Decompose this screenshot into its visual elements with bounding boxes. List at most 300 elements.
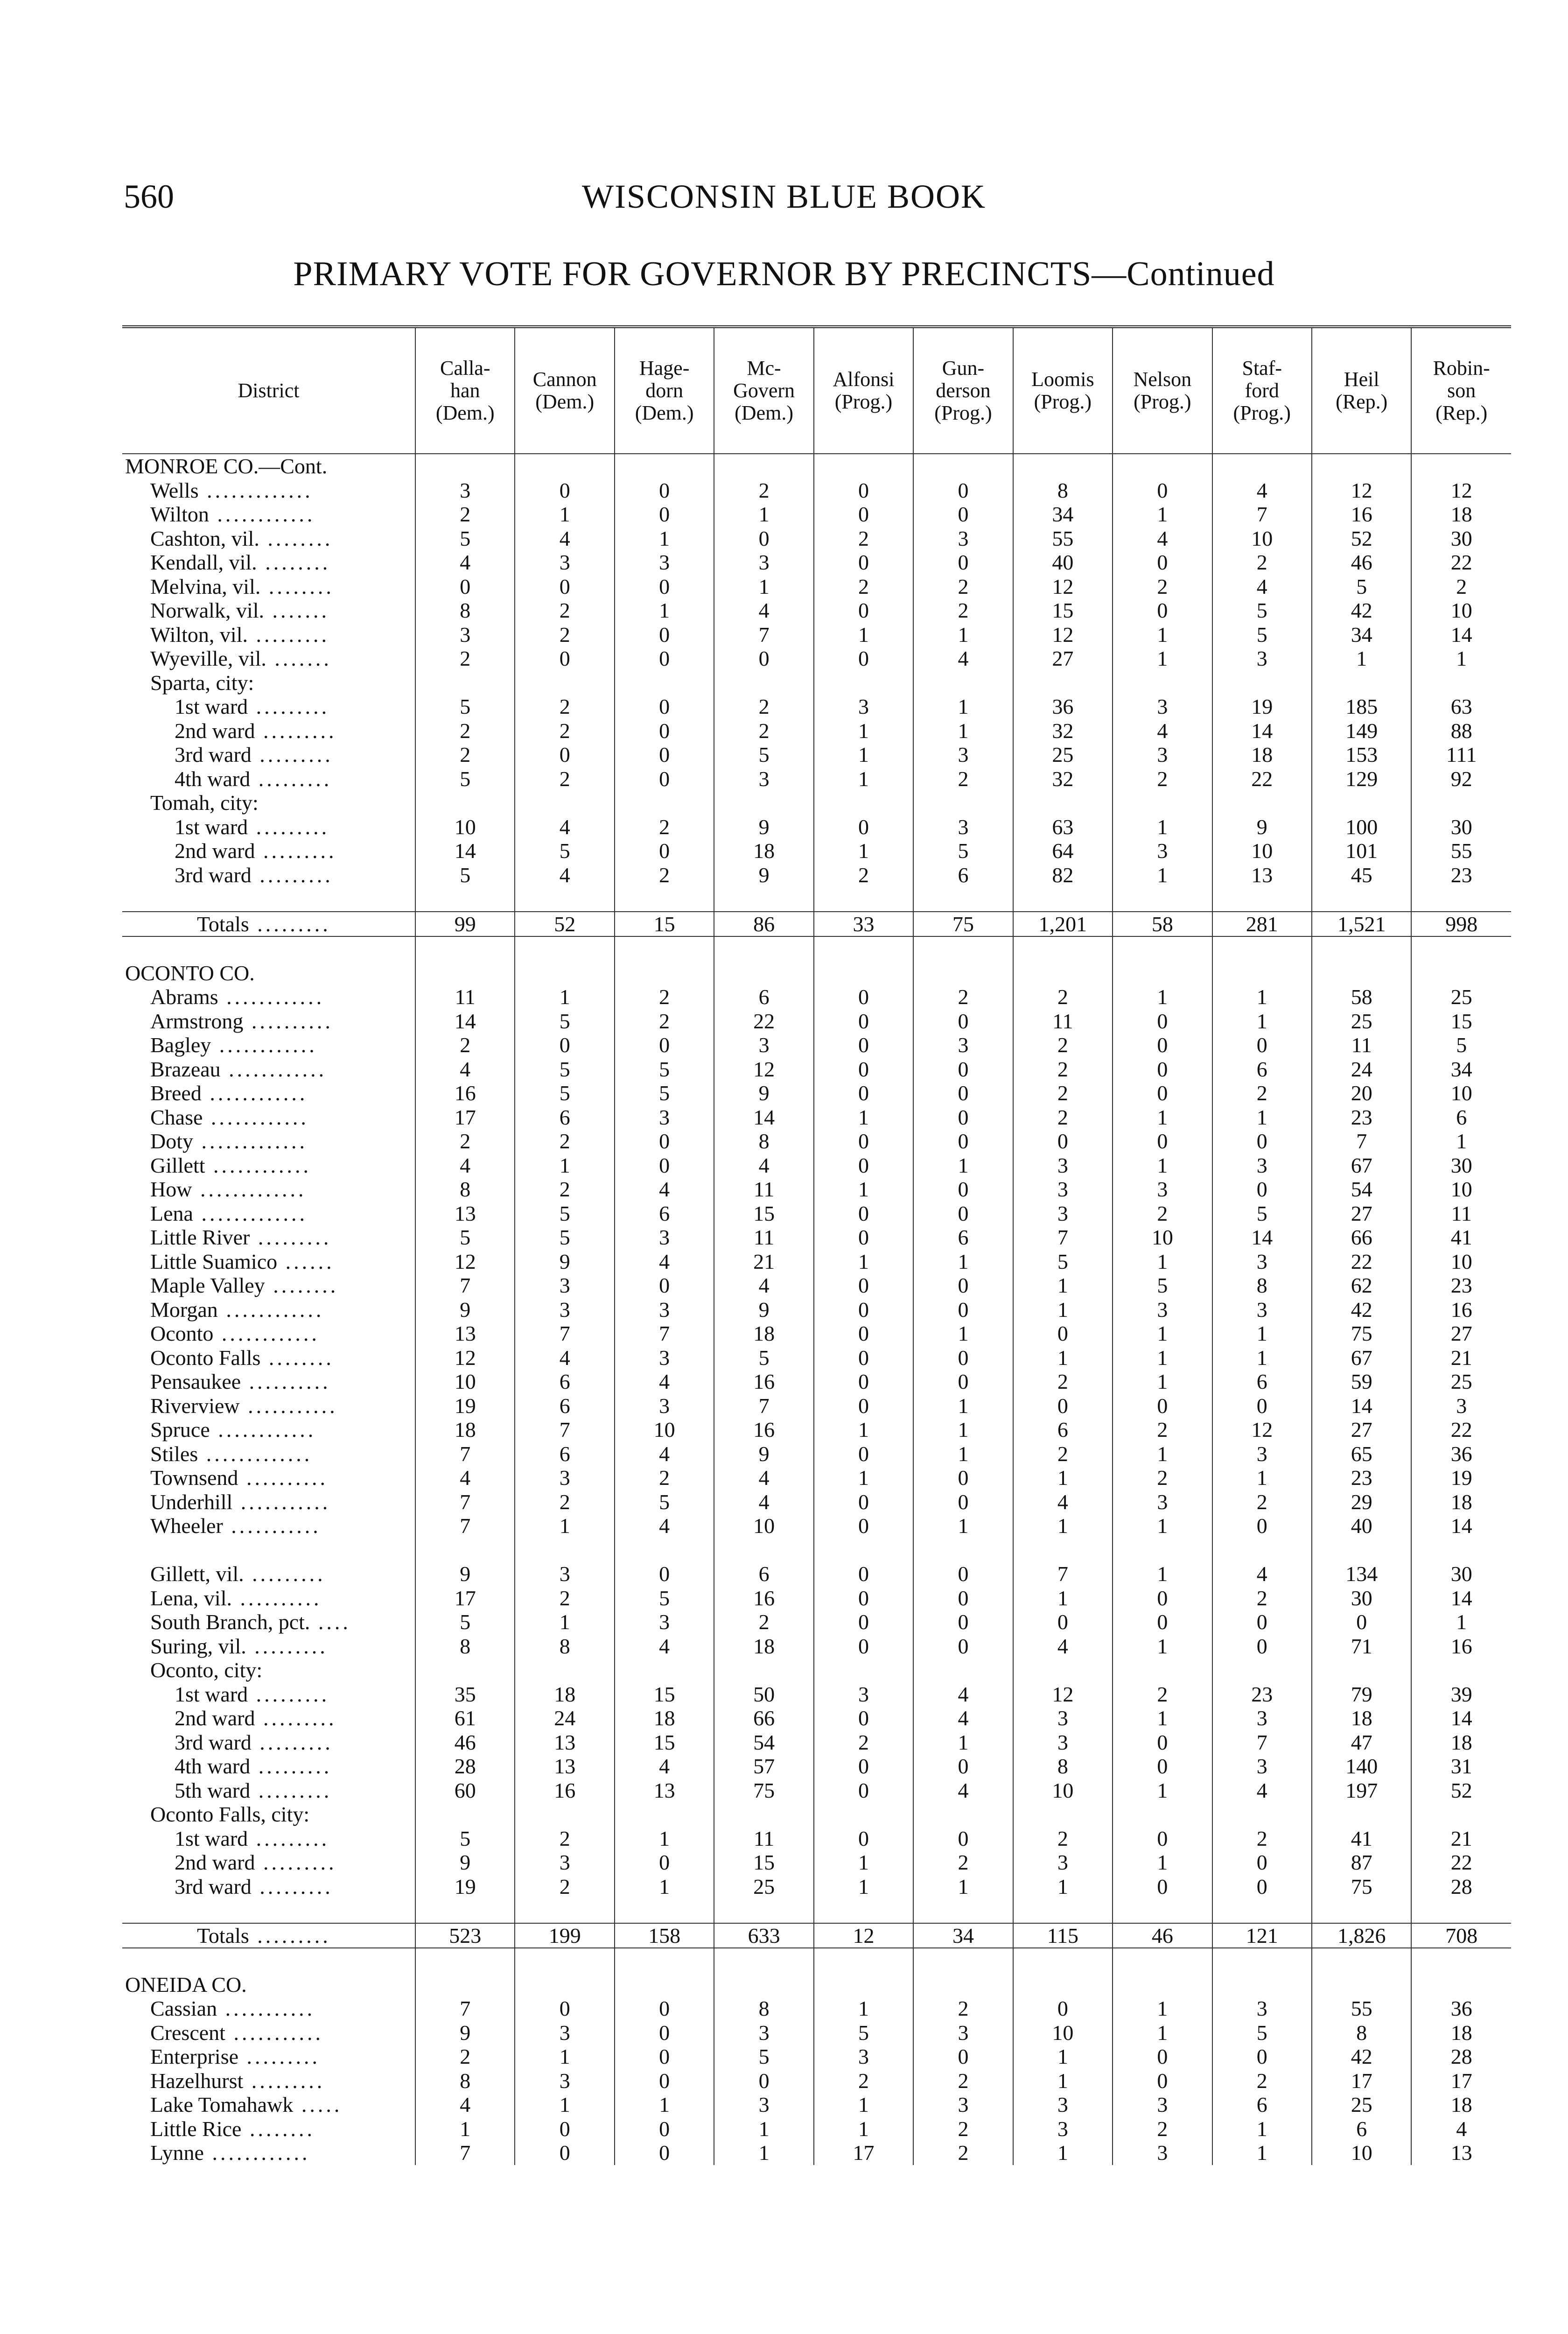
vote-count: 9 [714,1081,813,1105]
vote-count: 31 [1411,1754,1511,1779]
spacer-cell [1113,936,1212,961]
vote-count: 0 [615,767,714,791]
district-label: 3rd ward [175,743,252,766]
spacer-cell [415,936,515,961]
vote-count: 4 [615,1514,714,1538]
vote-count: 0 [913,550,1013,575]
vote-count [1013,671,1113,695]
leader-dots: ......... [251,863,333,887]
vote-count: 24 [1312,1057,1411,1082]
vote-count: 27 [1312,1418,1411,1442]
vote-count: 3 [615,1298,714,1322]
district-name [122,478,415,503]
vote-count: 25 [1411,1370,1511,1394]
vote-count: 0 [913,1177,1013,1202]
vote-count: 1 [913,1394,1013,1418]
vote-count: 0 [1212,1129,1312,1153]
vote-count: 0 [515,2117,614,2141]
vote-count: 10 [1013,1779,1113,1803]
vote-count: 0 [1312,1610,1411,1634]
precinct-row [122,502,1511,527]
vote-count: 2 [615,1009,714,1033]
leader-dots: ......... [250,1225,332,1249]
vote-count: 0 [1113,550,1212,575]
vote-count: 3 [1212,1153,1312,1178]
vote-count: 4 [615,1634,714,1659]
vote-count: 14 [1312,1394,1411,1418]
vote-count: 0 [814,478,913,503]
vote-count: 8 [1312,2021,1411,2045]
vote-count: 87 [1312,1850,1411,1875]
vote-count: 18 [1411,1490,1511,1514]
vote-count: 5 [1212,598,1312,623]
vote-count: 5 [415,527,515,551]
vote-count: 9 [714,1298,813,1322]
county-name [122,961,415,985]
vote-count: 17 [415,1586,515,1610]
vote-count [814,791,913,815]
vote-count: 4 [913,1706,1013,1730]
precinct-row [122,1081,1511,1105]
district-name [122,1658,415,1682]
vote-count: 25 [714,1875,813,1899]
column-header-row [122,327,1511,454]
vote-count: 17 [415,1105,515,1130]
vote-count: 6 [714,1562,813,1586]
leader-dots: .......... [241,1370,331,1393]
vote-count [1411,791,1511,815]
district-label: Wilton [150,502,209,526]
vote-count: 17 [1411,2069,1511,2093]
vote-count: 3 [515,1298,614,1322]
vote-count: 2 [814,575,913,599]
vote-count: 0 [1113,1394,1212,1418]
vote-count: 88 [1411,719,1511,743]
vote-count: 2 [1212,1586,1312,1610]
vote-count: 12 [1013,575,1113,599]
vote-count: 8 [714,1129,813,1153]
leader-dots: ......... [255,1850,337,1874]
leader-dots: ............ [203,2141,310,2165]
vote-count: 1 [814,1466,913,1490]
vote-count: 3 [1212,1754,1312,1779]
district-label: Hazelhurst [150,2068,244,2093]
vote-count: 2 [1113,575,1212,599]
precinct-row [122,1514,1511,1538]
header-line: Govern [733,379,795,402]
district-name [122,1997,415,2021]
vote-count: 18 [1212,743,1312,767]
vote-count: 4 [515,863,614,887]
district-label: Spruce [150,1418,210,1441]
leader-dots: ......... [247,622,329,647]
vote-count: 0 [913,1081,1013,1105]
precinct-row [122,1153,1511,1178]
vote-count: 10 [1411,1177,1511,1202]
vote-count: 75 [1312,1322,1411,1346]
vote-count: 18 [714,1322,813,1346]
spacer-cell [615,936,714,961]
district-label: Little River [150,1225,250,1249]
leader-dots: ........ [260,574,334,598]
vote-count: 8 [415,598,515,623]
district-name [122,1009,415,1033]
spacer-cell [615,1898,714,1923]
header-line: (Dem.) [435,401,495,424]
vote-count: 4 [615,1177,714,1202]
district-name [122,502,415,527]
precinct-row [122,1177,1511,1202]
vote-count: 1 [1113,1153,1212,1178]
vote-count: 18 [1411,2093,1511,2117]
leader-dots: ............. [192,1177,307,1201]
vote-count: 0 [515,1997,614,2021]
vote-count [415,671,515,695]
vote-count: 13 [415,1202,515,1226]
leader-dots: ........... [223,1514,321,1538]
district-label: 1st ward [175,815,248,839]
vote-count: 523 [415,1923,515,1948]
leader-dots: ............ [201,1081,308,1105]
vote-count: 36 [1411,1997,1511,2021]
precinct-row [122,598,1511,623]
vote-count: 7 [515,1322,614,1346]
district-name [122,598,415,623]
district-label: Armstrong [150,1009,244,1033]
vote-count: 0 [1013,1322,1113,1346]
vote-count: 0 [1212,1634,1312,1659]
vote-count: 2 [1212,1081,1312,1105]
vote-count: 0 [913,1202,1013,1226]
district-name [122,550,415,575]
spacer-cell [1312,1898,1411,1923]
precinct-row [122,1586,1511,1610]
vote-count: 0 [814,1754,913,1779]
leader-dots: .......... [238,1466,328,1490]
vote-count: 23 [1411,863,1511,887]
leader-dots: ...... [277,1249,335,1273]
header-line: Staf- [1242,357,1282,380]
vote-count: 0 [1113,1129,1212,1153]
vote-count: 1 [615,1875,714,1899]
vote-count: 23 [1212,1682,1312,1707]
header-line: ford [1245,379,1279,402]
candidate-column-header [1113,327,1212,454]
vote-count: 5 [415,1610,515,1634]
vote-count: 2 [615,863,714,887]
vote-count: 111 [1411,743,1511,767]
district-name [122,1418,415,1442]
vote-count: 12 [415,1346,515,1370]
precinct-row [122,1225,1511,1250]
vote-count: 134 [1312,1562,1411,1586]
vote-count: 4 [415,550,515,575]
candidate-column-header [1013,327,1113,454]
precinct-row [122,1273,1511,1298]
district-label: Oconto, city: [150,1658,263,1682]
spacer-cell [122,887,415,912]
vote-count: 9 [714,815,813,839]
vote-count: 0 [615,2117,714,2141]
district-name [122,1827,415,1851]
leader-dots: ............ [211,1033,317,1057]
district-name [122,695,415,719]
vote-count: 1 [913,1322,1013,1346]
vote-count: 7 [1013,1225,1113,1250]
vote-count: 1 [1013,1346,1113,1370]
totals-label [122,1923,415,1948]
vote-count: 0 [814,1706,913,1730]
vote-count: 1 [415,2117,515,2141]
vote-count: 2 [515,719,614,743]
vote-count: 7 [415,1490,515,1514]
vote-count: 11 [714,1225,813,1250]
vote-count: 28 [1411,2045,1511,2069]
vote-count: 4 [1113,527,1212,551]
vote-count [913,671,1013,695]
vote-count: 3 [1113,2141,1212,2165]
district-name [122,815,415,839]
vote-count [1013,454,1113,478]
vote-count [1411,671,1511,695]
vote-count [913,791,1013,815]
vote-count [615,1973,714,1997]
vote-count: 54 [714,1730,813,1755]
vote-count: 62 [1312,1273,1411,1298]
vote-count: 2 [1113,767,1212,791]
county-header-row [122,961,1511,985]
spacer-cell [1113,1538,1212,1562]
vote-count: 3 [913,743,1013,767]
vote-count: 82 [1013,863,1113,887]
vote-count: 1 [913,1442,1013,1466]
vote-count: 0 [1113,478,1212,503]
vote-count [714,671,813,695]
vote-count: 0 [1113,1610,1212,1634]
spacer-cell [615,1538,714,1562]
vote-count: 6 [515,1105,614,1130]
vote-count [1312,671,1411,695]
vote-count: 2 [814,1730,913,1755]
spacer-row [122,1948,1511,1973]
spacer-cell [515,887,614,912]
city-group-row [122,671,1511,695]
vote-count: 13 [515,1754,614,1779]
vote-count: 0 [814,1322,913,1346]
spacer-cell [1312,1948,1411,1973]
vote-count: 1 [615,598,714,623]
vote-count [814,961,913,985]
leader-dots: ............. [198,478,313,502]
vote-count: 2 [913,2117,1013,2141]
district-label: Maple Valley [150,1273,265,1297]
vote-count: 3 [714,1033,813,1057]
vote-count: 7 [415,1514,515,1538]
vote-count: 8 [714,1997,813,2021]
vote-count: 4 [1113,719,1212,743]
vote-count: 1 [1113,502,1212,527]
vote-count: 10 [1411,598,1511,623]
vote-count [814,1658,913,1682]
leader-dots: ......... [255,718,337,743]
vote-count: 16 [1312,502,1411,527]
precinct-row [122,1105,1511,1130]
vote-count: 1 [1013,2141,1113,2165]
vote-count [1113,1973,1212,1997]
vote-count: 4 [615,1250,714,1274]
district-label: Little Suamico [150,1249,278,1273]
vote-count: 4 [615,1442,714,1466]
candidate-column-header [1212,327,1312,454]
district-label: Little Rice [150,2116,242,2141]
vote-count: 9 [415,1850,515,1875]
vote-count: 27 [1312,1202,1411,1226]
vote-count [913,1658,1013,1682]
vote-count: 4 [1212,1562,1312,1586]
vote-count: 5 [415,1827,515,1851]
header-line: (Dem.) [635,401,694,424]
district-name [122,1706,415,1730]
vote-count: 13 [615,1779,714,1803]
vote-count: 3 [515,1273,614,1298]
vote-count [1212,791,1312,815]
vote-count: 3 [615,550,714,575]
leader-dots: ............ [220,1057,327,1081]
district-name [122,671,415,695]
district-name [122,2021,415,2045]
vote-count: 22 [1411,550,1511,575]
district-label: Stiles [150,1441,198,1466]
district-label: Wells [150,478,199,502]
vote-count: 0 [615,839,714,863]
vote-count: 1 [913,1418,1013,1442]
leader-dots: ......... [251,1874,333,1898]
vote-count: 0 [814,1009,913,1033]
vote-count: 3 [1013,1202,1113,1226]
vote-count [1312,1658,1411,1682]
vote-count: 86 [714,912,813,937]
leader-dots: ............ [217,1297,324,1322]
vote-count: 17 [1312,2069,1411,2093]
vote-count [1013,1802,1113,1827]
vote-count: 3 [814,1682,913,1707]
vote-count: 2 [913,598,1013,623]
district-label: Gillett [150,1153,205,1177]
district-label: 2nd ward [175,1850,255,1874]
vote-count: 0 [615,2021,714,2045]
vote-count [1113,454,1212,478]
vote-count: 3 [714,2093,813,2117]
spacer-row [122,936,1511,961]
vote-count: 1 [1113,1514,1212,1538]
vote-count: 0 [814,598,913,623]
vote-count: 1 [814,1997,913,2021]
vote-count: 2 [515,1177,614,1202]
leader-dots: ......... [248,815,330,839]
vote-count: 3 [1013,2117,1113,2141]
header-line: Nelson [1133,368,1192,391]
vote-count: 1 [515,2093,614,2117]
vote-count: 14 [415,1009,515,1033]
precinct-row [122,1370,1511,1394]
vote-count: 3 [1113,1298,1212,1322]
vote-count: 16 [714,1418,813,1442]
vote-count: 1 [1411,1129,1511,1153]
vote-count: 63 [1411,695,1511,719]
vote-count: 0 [913,1009,1013,1033]
vote-count: 11 [1312,1033,1411,1057]
precinct-row [122,743,1511,767]
vote-count: 0 [1113,1081,1212,1105]
district-label: 3rd ward [175,863,252,887]
vote-count [1411,1658,1511,1682]
district-name [122,527,415,551]
vote-count: 0 [515,743,614,767]
district-name [122,791,415,815]
district-name [122,2117,415,2141]
district-label: Enterprise [150,2045,239,2068]
vote-count: 1 [1113,1442,1212,1466]
vote-count: 3 [615,1346,714,1370]
spacer-cell [1013,1898,1113,1923]
vote-count: 1 [1212,1009,1312,1033]
vote-count: 1 [1212,1466,1312,1490]
vote-count: 4 [1013,1634,1113,1659]
vote-count: 1,201 [1013,912,1113,937]
vote-count: 5 [714,2045,813,2069]
vote-count [1212,1802,1312,1827]
vote-count: 22 [1411,1418,1511,1442]
district-label: Bagley [150,1033,211,1057]
vote-count: 2 [1013,1105,1113,1130]
vote-count: 2 [415,502,515,527]
vote-count: 14 [1411,1586,1511,1610]
vote-count: 0 [814,1057,913,1082]
vote-count: 7 [415,1997,515,2021]
district-label: Totals [197,1923,249,1947]
district-name [122,1850,415,1875]
vote-count: 1 [814,1105,913,1130]
header-line: Cannon [532,368,597,391]
precinct-row [122,695,1511,719]
vote-count: 20 [1312,1081,1411,1105]
vote-count [714,1658,813,1682]
vote-count: 21 [1411,1346,1511,1370]
leader-dots: .......... [232,1586,322,1610]
district-name [122,1514,415,1538]
header-line: dorn [645,379,683,402]
vote-count: 2 [1013,1827,1113,1851]
city-group-row [122,1658,1511,1682]
vote-count: 8 [1013,478,1113,503]
vote-count: 0 [1113,2045,1212,2069]
vote-count: 0 [1013,1997,1113,2021]
vote-count [1212,1658,1312,1682]
vote-count: 22 [714,1009,813,1033]
vote-count: 1 [615,1827,714,1851]
district-name [122,1754,415,1779]
vote-count: 66 [714,1706,813,1730]
vote-count: 2 [515,598,614,623]
district-label: Oconto Falls [150,1345,261,1370]
vote-count: 14 [1411,1706,1511,1730]
header-line: (Prog.) [1233,401,1291,424]
vote-count: 2 [1113,1466,1212,1490]
vote-count: 34 [913,1923,1013,1948]
vote-count: 3 [1212,1706,1312,1730]
vote-count: 4 [515,815,614,839]
vote-count: 2 [615,815,714,839]
